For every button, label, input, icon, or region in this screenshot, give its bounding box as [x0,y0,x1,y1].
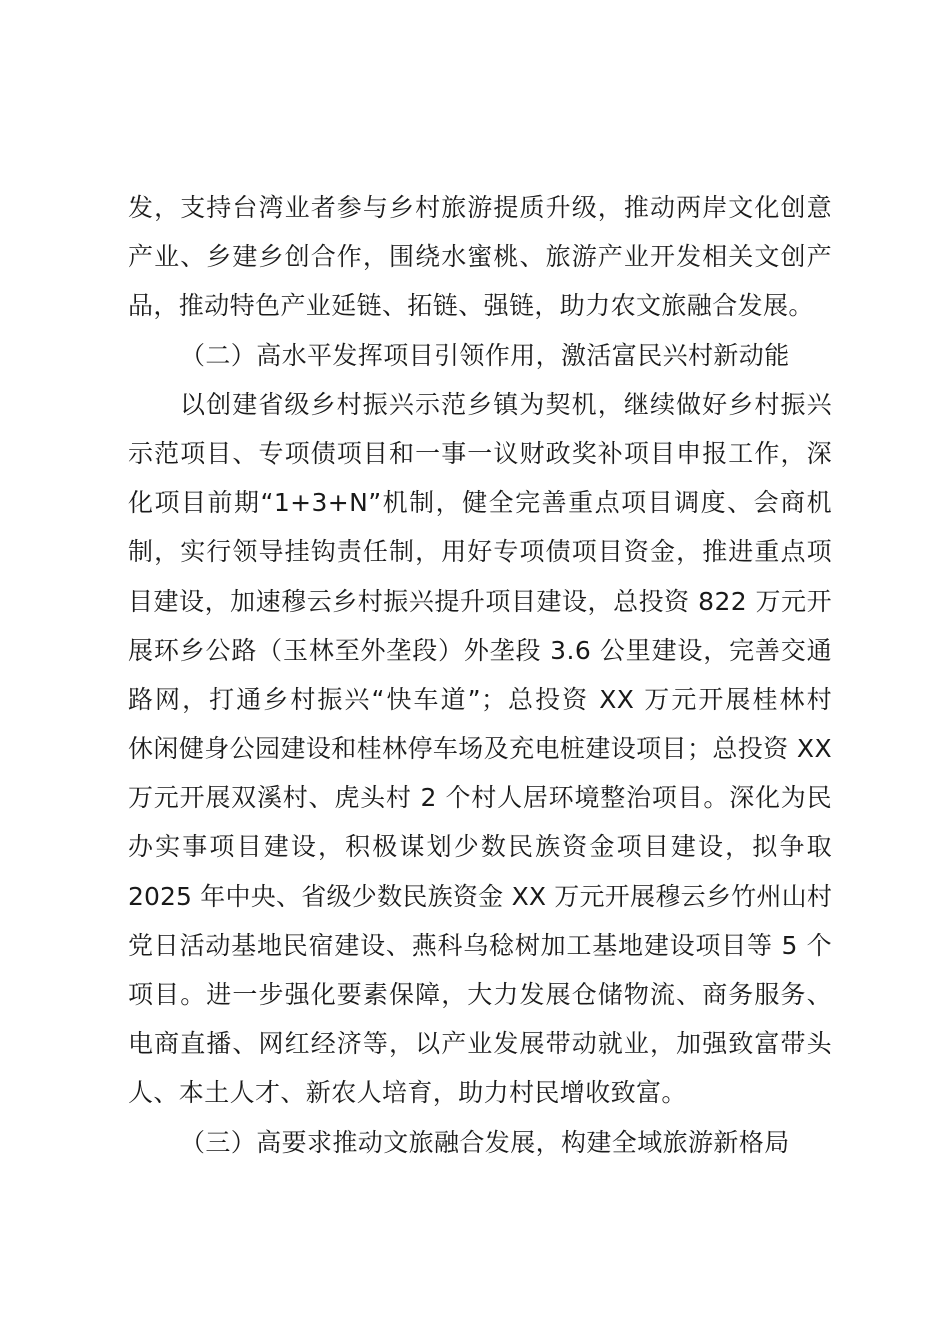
text-line: 万元开展双溪村、虎头村 2 个村人居环境整治项目。深化为民 [128,783,832,813]
text-line: 示范项目、专项债项目和一事一议财政奖补项目申报工作，深 [128,438,832,468]
heading-text: （二）高水平发挥项目引领作用，激活富民兴村新动能 [180,340,790,370]
text-line: 电商直播、网红经济等，以产业发展带动就业，加强致富带头 [128,1029,832,1059]
text-line: 人、本土人才、新农人培育，助力村民增收致富。 [128,1078,687,1108]
text-line: 路网，打通乡村振兴“快车道”；总投资 XX 万元开展桂林村 [128,684,832,714]
text-line: 化项目前期“1+3+N”机制，健全完善重点项目调度、会商机 [128,488,832,518]
heading-text: （三）高要求推动文旅融合发展，构建全域旅游新格局 [180,1127,790,1157]
text-line: 目建设，加速穆云乡村振兴提升项目建设，总投资 822 万元开 [128,586,832,616]
text-line: 展环乡公路（玉林至外垄段）外垄段 3.6 公里建设，完善交通 [128,635,832,665]
text-line: 2025 年中央、省级少数民族资金 XX 万元开展穆云乡竹州山村 [128,881,832,911]
document-page [128,183,832,1167]
text-line: 品，推动特色产业延链、拓链、强链，助力农文旅融合发展。 [128,291,814,321]
text-line: 发，支持台湾业者参与乡村旅游提质升级，推动两岸文化创意 [128,193,832,222]
text-line: 产业、乡建乡创合作，围绕水蜜桃、旅游产业开发相关文创产 [128,242,832,272]
paragraph-projects [128,380,832,1118]
text-line: 项目。进一步强化要素保障，大力发展仓储物流、商务服务、 [128,980,832,1009]
section-heading-2 [128,331,832,380]
text-line: 办实事项目建设，积极谋划少数民族资金项目建设，拟争取 [128,832,832,862]
text-line: 以创建省级乡村振兴示范乡镇为契机，继续做好乡村振兴 [180,389,832,419]
text-line: 休闲健身公园建设和桂林停车场及充电桩建设项目；总投资 XX [128,734,832,764]
paragraph-continuation [128,183,832,331]
text-line: 制，实行领导挂钩责任制，用好专项债项目资金，推进重点项 [128,537,832,567]
text-line: 党日活动基地民宿建设、燕科乌稔树加工基地建设项目等 5 个 [128,930,832,960]
section-heading-3 [128,1118,832,1167]
